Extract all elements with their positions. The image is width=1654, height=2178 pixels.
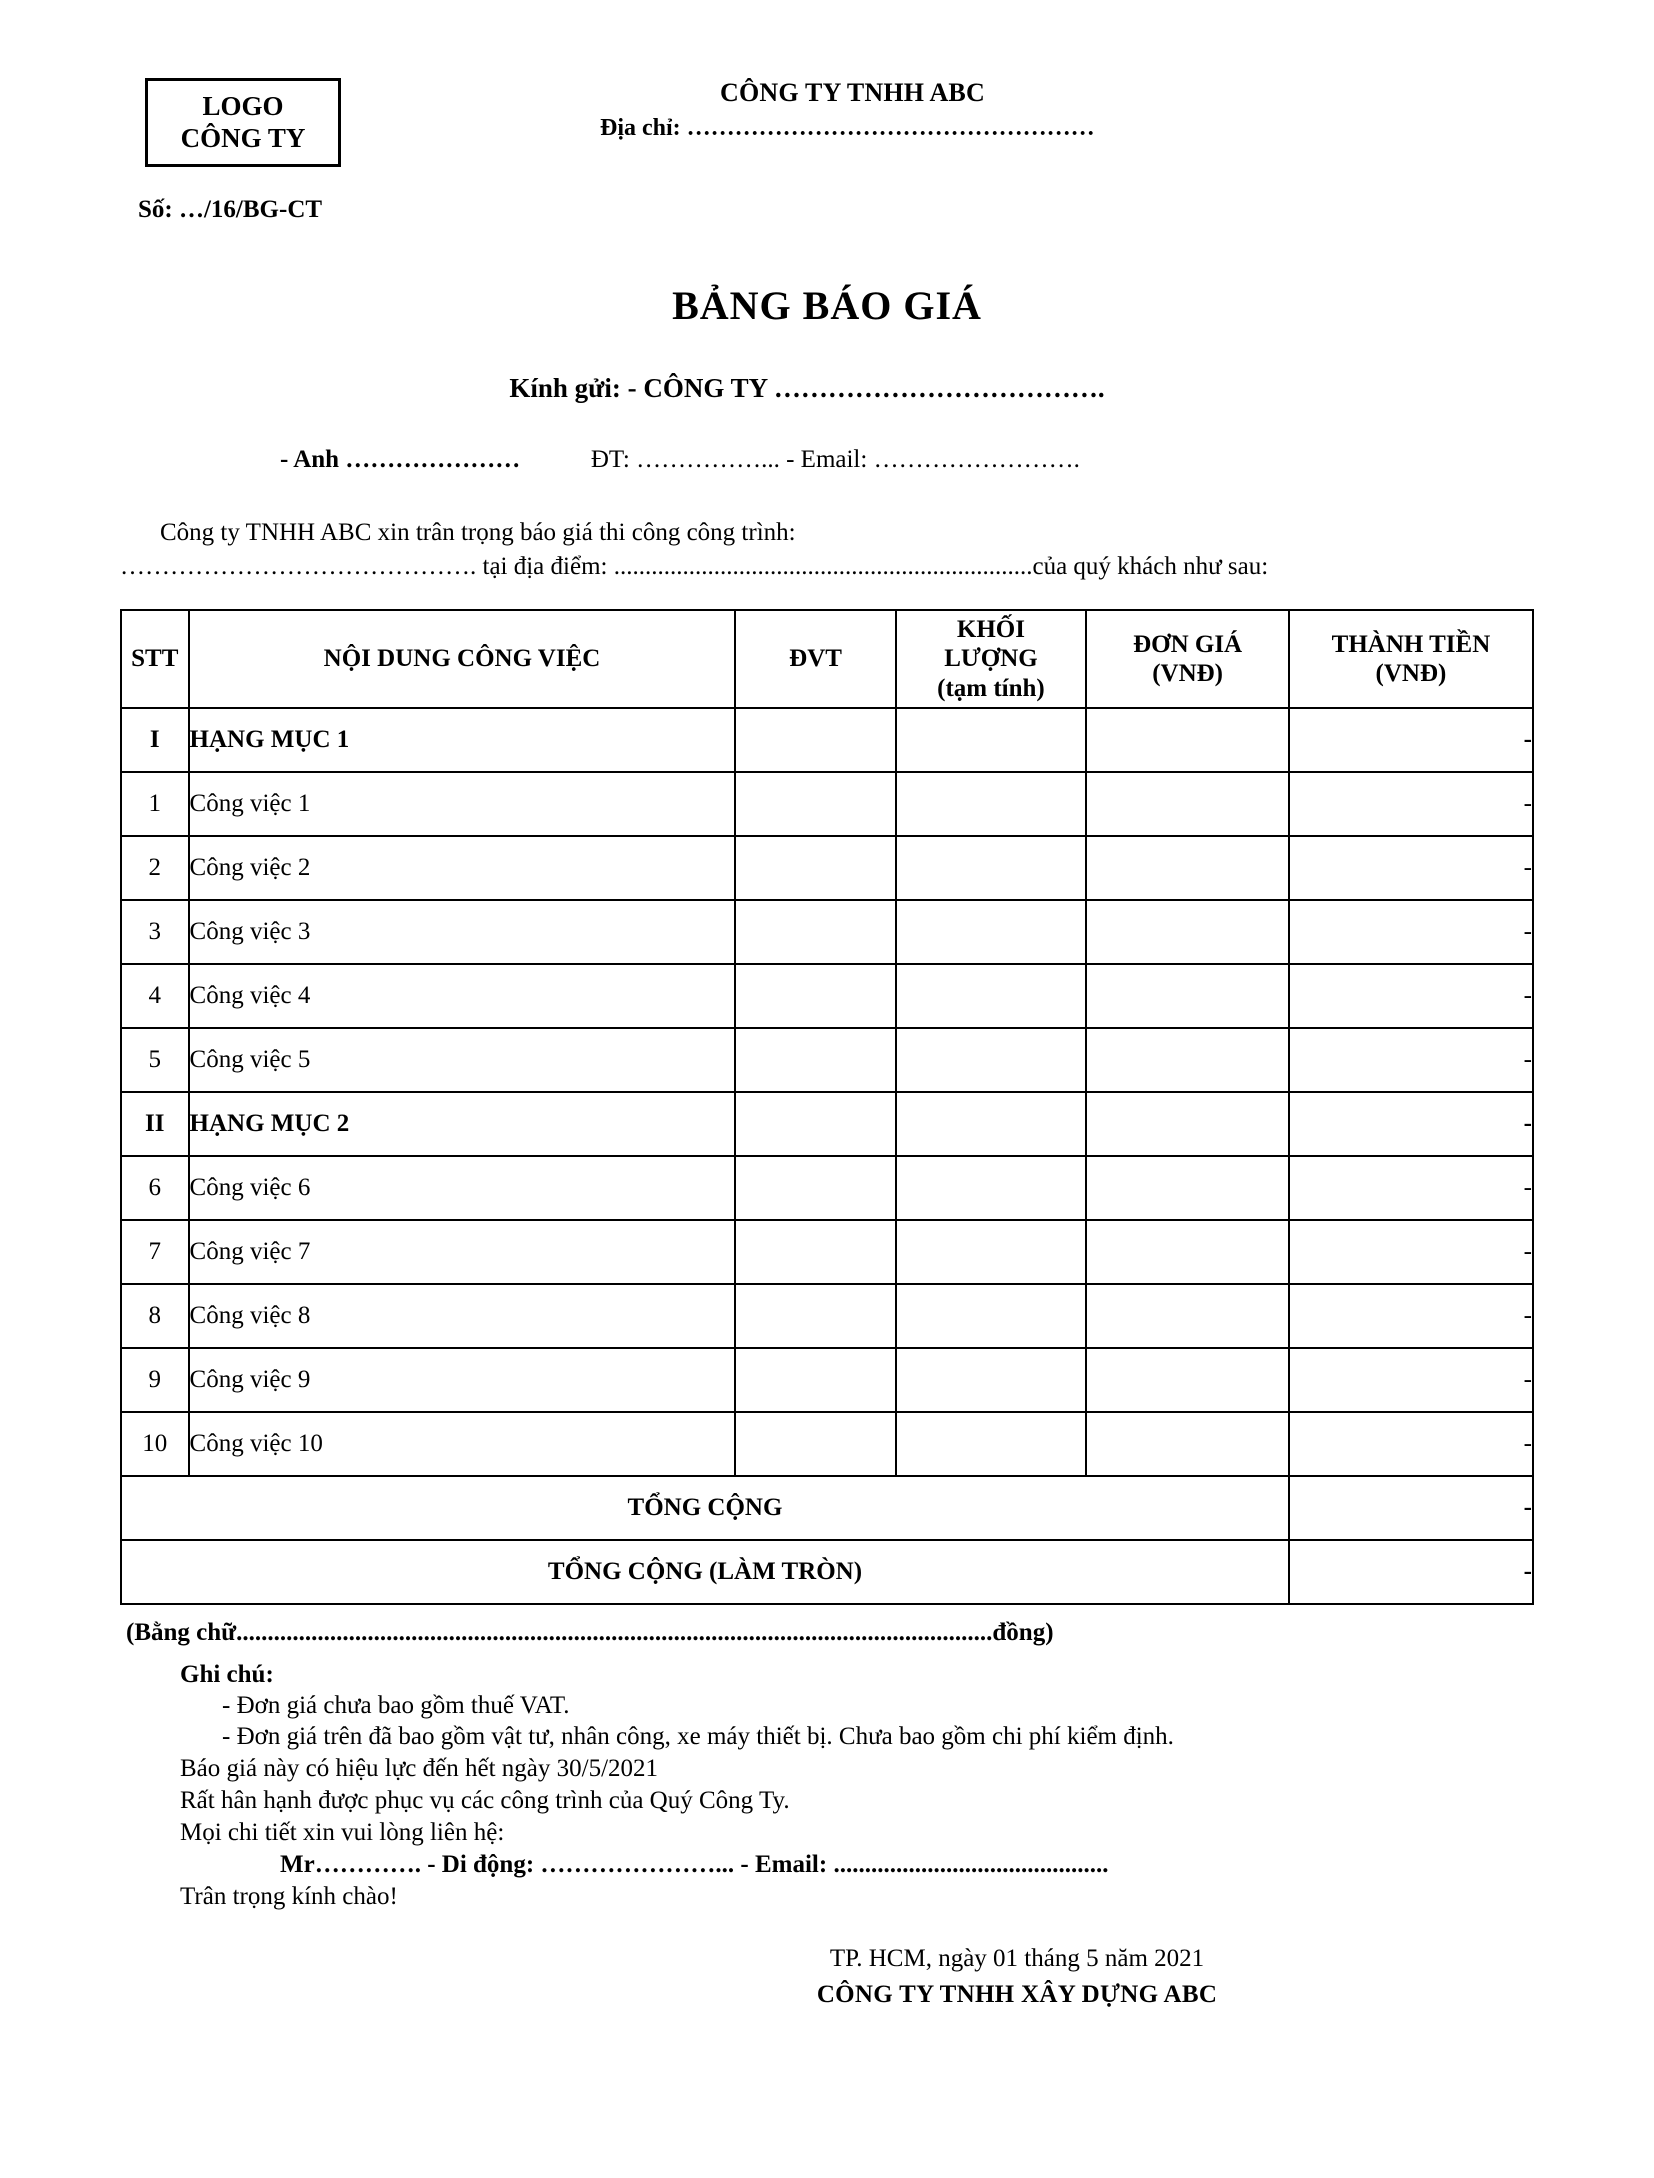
recipient-person: - Anh ………………… xyxy=(280,446,521,473)
table-row xyxy=(121,1348,1533,1412)
total-label: TỔNG CỘNG (LÀM TRÒN) xyxy=(121,1540,1289,1604)
cell-stt: 7 xyxy=(121,1220,189,1284)
cell-khoiluong xyxy=(896,900,1087,964)
table-section-row xyxy=(121,1092,1533,1156)
document-header xyxy=(120,0,1534,222)
intro-place-label: tại địa điểm: xyxy=(482,553,608,580)
company-address: Địa chỉ: …………………………………………… xyxy=(600,115,1095,141)
table-section-row xyxy=(121,708,1533,772)
logo-line-2: CÔNG TY xyxy=(180,122,306,153)
cell-dongia xyxy=(1086,708,1289,772)
table-row xyxy=(121,836,1533,900)
table-row xyxy=(121,1156,1533,1220)
note-contact-person: Mr…………. - Di động: …………………... - Email: ............................................ xyxy=(280,1851,1109,1878)
col-header-khoiluong-line2: LƯỢNG xyxy=(944,645,1038,673)
amount-in-words: (Bằng chữ.........................................................................................................................đồng) xyxy=(126,1619,1054,1646)
cell-dvt xyxy=(735,1156,895,1220)
cell-dongia xyxy=(1086,964,1289,1028)
cell-khoiluong xyxy=(896,964,1087,1028)
signature-place-date: TP. HCM, ngày 01 tháng 5 năm 2021 xyxy=(829,1945,1205,1972)
cell-noidung: Công việc 7 xyxy=(189,1220,736,1284)
cell-thanhtien: - xyxy=(1289,1028,1533,1092)
company-name: CÔNG TY TNHH ABC xyxy=(720,78,985,107)
col-header-dongia-line1: ĐƠN GIÁ xyxy=(1133,630,1243,658)
cell-thanhtien: - xyxy=(1289,1284,1533,1348)
col-header-khoiluong xyxy=(896,610,1087,708)
table-row xyxy=(121,772,1533,836)
company-logo-box xyxy=(145,78,341,167)
cell-thanhtien: - xyxy=(1289,708,1533,772)
cell-dvt xyxy=(735,1348,895,1412)
col-header-thanhtien xyxy=(1289,610,1533,708)
cell-dongia xyxy=(1086,1028,1289,1092)
table-header-row xyxy=(121,610,1533,708)
cell-dongia xyxy=(1086,836,1289,900)
cell-dvt xyxy=(735,964,895,1028)
cell-noidung: Công việc 1 xyxy=(189,772,736,836)
cell-thanhtien: - xyxy=(1289,836,1533,900)
note-contact-intro: Mọi chi tiết xin vui lòng liên hệ: xyxy=(180,1819,505,1846)
page-title: BẢNG BÁO GIÁ xyxy=(672,283,982,328)
table-row xyxy=(121,1284,1533,1348)
cell-noidung: Công việc 4 xyxy=(189,964,736,1028)
notes-section xyxy=(120,1661,1534,1911)
cell-dvt xyxy=(735,1284,895,1348)
cell-stt: 4 xyxy=(121,964,189,1028)
note-thanks: Rất hân hạnh được phục vụ các công trình của Quý Công Ty. xyxy=(180,1787,790,1814)
table-total-row xyxy=(121,1540,1533,1604)
table-total-row xyxy=(121,1476,1533,1540)
col-header-thanhtien-line1: THÀNH TIỀN xyxy=(1331,630,1491,658)
intro-line-1: Công ty TNHH ABC xin trân trọng báo giá thi công công trình: xyxy=(160,519,796,546)
cell-stt: 6 xyxy=(121,1156,189,1220)
logo-line-1: LOGO xyxy=(202,91,284,122)
cell-dongia xyxy=(1086,1156,1289,1220)
document-number: Số: …/16/BG-CT xyxy=(138,196,323,223)
cell-dongia xyxy=(1086,900,1289,964)
table-row xyxy=(121,900,1533,964)
note-validity: Báo giá này có hiệu lực đến hết ngày 30/5/2021 xyxy=(180,1755,659,1782)
notes-title: Ghi chú: xyxy=(180,1661,274,1688)
cell-khoiluong xyxy=(896,1284,1087,1348)
cell-thanhtien: - xyxy=(1289,1412,1533,1476)
recipient-contact-line xyxy=(120,446,1534,474)
cell-khoiluong xyxy=(896,1156,1087,1220)
company-info xyxy=(600,78,1300,142)
recipient-phone: ĐT: ……………... xyxy=(590,446,780,473)
col-header-dongia-line2: (VNĐ) xyxy=(1152,660,1224,687)
table-row xyxy=(121,1412,1533,1476)
cell-khoiluong xyxy=(896,1028,1087,1092)
cell-noidung: Công việc 2 xyxy=(189,836,736,900)
intro-suffix: của quý khách như sau: xyxy=(1032,553,1269,580)
cell-thanhtien: - xyxy=(1289,900,1533,964)
cell-noidung: HẠNG MỤC 1 xyxy=(189,708,736,772)
cell-dvt xyxy=(735,708,895,772)
cell-dvt xyxy=(735,1220,895,1284)
cell-noidung: HẠNG MỤC 2 xyxy=(189,1092,736,1156)
cell-noidung: Công việc 9 xyxy=(189,1348,736,1412)
cell-dongia xyxy=(1086,1348,1289,1412)
table-body xyxy=(121,708,1533,1604)
cell-thanhtien: - xyxy=(1289,1156,1533,1220)
total-label: TỔNG CỘNG xyxy=(121,1476,1289,1540)
cell-khoiluong xyxy=(896,1220,1087,1284)
cell-stt: 10 xyxy=(121,1412,189,1476)
cell-dongia xyxy=(1086,1284,1289,1348)
col-header-dongia xyxy=(1086,610,1289,708)
table-row xyxy=(121,1028,1533,1092)
cell-thanhtien: - xyxy=(1289,772,1533,836)
intro-line-2 xyxy=(120,553,1534,581)
cell-dvt xyxy=(735,1028,895,1092)
col-header-stt: STT xyxy=(121,610,189,708)
cell-thanhtien: - xyxy=(1289,1092,1533,1156)
cell-khoiluong xyxy=(896,1092,1087,1156)
col-header-thanhtien-line2: (VNĐ) xyxy=(1375,660,1447,687)
cell-stt: 5 xyxy=(121,1028,189,1092)
signature-company: CÔNG TY TNHH XÂY DỰNG ABC xyxy=(816,1981,1218,2008)
signature-block xyxy=(120,1945,1534,2009)
col-header-khoiluong-line1: KHỐI xyxy=(956,615,1025,643)
cell-noidung: Công việc 6 xyxy=(189,1156,736,1220)
cell-thanhtien: - xyxy=(1289,964,1533,1028)
recipient-company-line: Kính gửi: - CÔNG TY ………………………………. xyxy=(509,373,1105,403)
cell-dvt xyxy=(735,836,895,900)
cell-khoiluong xyxy=(896,1348,1087,1412)
cell-thanhtien: - xyxy=(1289,1220,1533,1284)
cell-khoiluong xyxy=(896,708,1087,772)
note-item-2: - Đơn giá trên đã bao gồm vật tư, nhân công, xe máy thiết bị. Chưa bao gồm chi phí kiểm định. xyxy=(222,1723,1174,1750)
col-header-dvt: ĐVT xyxy=(735,610,895,708)
total-value: - xyxy=(1289,1540,1533,1604)
cell-dvt xyxy=(735,772,895,836)
total-value: - xyxy=(1289,1476,1533,1540)
table-header xyxy=(121,610,1533,708)
cell-dvt xyxy=(735,900,895,964)
cell-dvt xyxy=(735,1412,895,1476)
table-row xyxy=(121,964,1533,1028)
note-item-1: - Đơn giá chưa bao gồm thuế VAT. xyxy=(222,1692,570,1719)
cell-stt: I xyxy=(121,708,189,772)
cell-dongia xyxy=(1086,1412,1289,1476)
recipient-email: - Email: ……………………. xyxy=(786,446,1080,473)
cell-dongia xyxy=(1086,772,1289,836)
cell-stt: 9 xyxy=(121,1348,189,1412)
cell-khoiluong xyxy=(896,1412,1087,1476)
table-row xyxy=(121,1220,1533,1284)
intro-paragraph xyxy=(120,519,1534,581)
cell-stt: 2 xyxy=(121,836,189,900)
quotation-table xyxy=(120,609,1534,1605)
intro-dots-middle: ................................................................... xyxy=(613,553,1033,580)
col-header-khoiluong-line3: (tạm tính) xyxy=(937,674,1045,702)
cell-dongia xyxy=(1086,1220,1289,1284)
cell-dvt xyxy=(735,1092,895,1156)
cell-noidung: Công việc 3 xyxy=(189,900,736,964)
cell-stt: II xyxy=(121,1092,189,1156)
cell-stt: 1 xyxy=(121,772,189,836)
cell-noidung: Công việc 8 xyxy=(189,1284,736,1348)
cell-khoiluong xyxy=(896,772,1087,836)
cell-stt: 3 xyxy=(121,900,189,964)
cell-noidung: Công việc 5 xyxy=(189,1028,736,1092)
cell-noidung: Công việc 10 xyxy=(189,1412,736,1476)
intro-dots-prefix: ……………………………………. xyxy=(120,553,477,580)
col-header-noidung: NỘI DUNG CÔNG VIỆC xyxy=(189,610,736,708)
cell-thanhtien: - xyxy=(1289,1348,1533,1412)
note-closing: Trân trọng kính chào! xyxy=(180,1883,398,1910)
cell-khoiluong xyxy=(896,836,1087,900)
cell-dongia xyxy=(1086,1092,1289,1156)
cell-stt: 8 xyxy=(121,1284,189,1348)
